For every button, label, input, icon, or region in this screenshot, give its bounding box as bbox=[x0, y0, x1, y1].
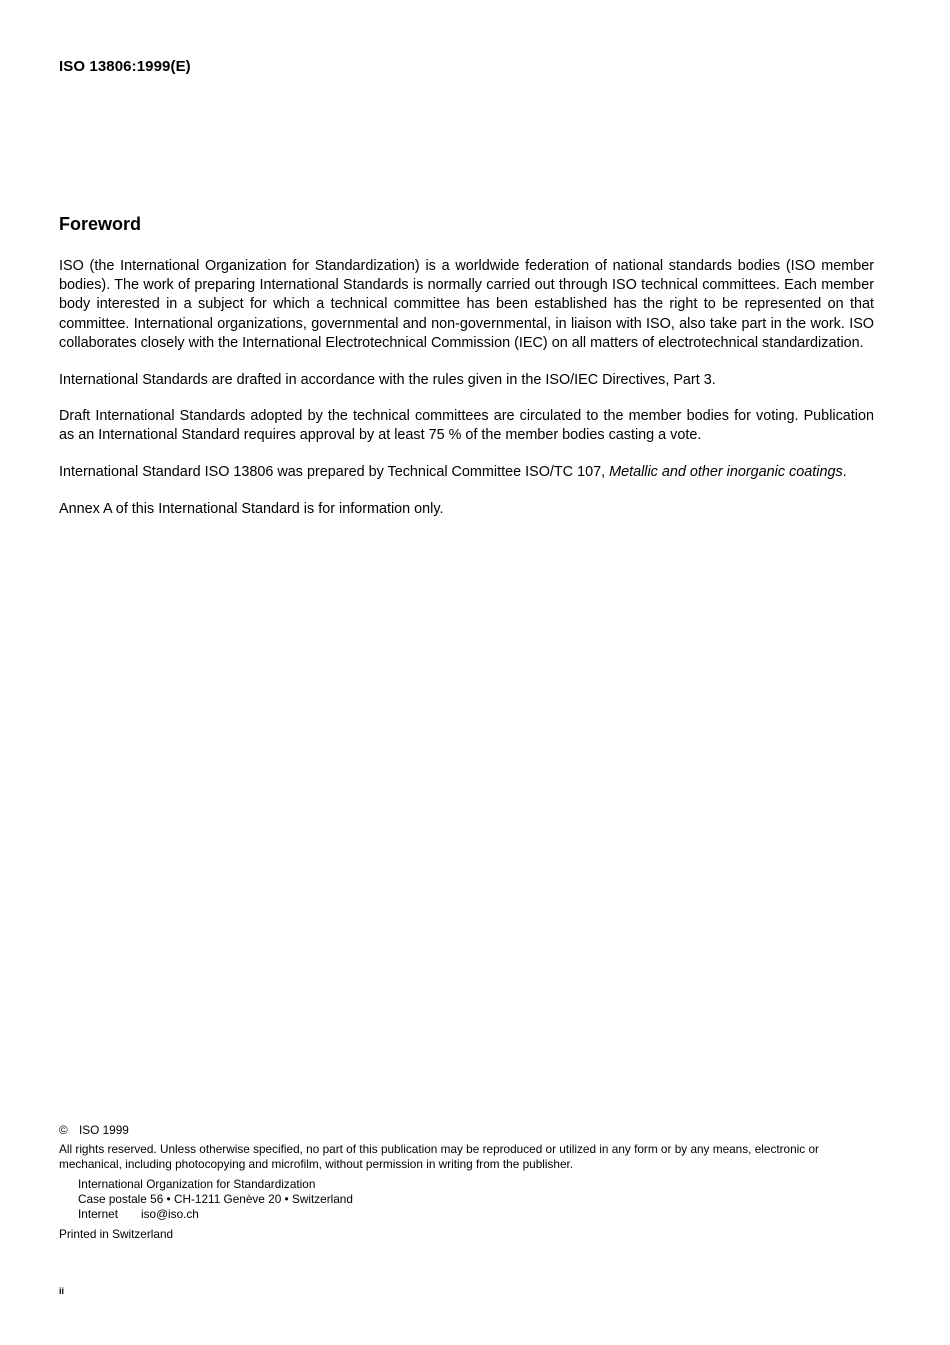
rights-notice: All rights reserved. Unless otherwise specified, no part of this publication may be reproduced or utilized in any form or by any means, electronic or mechanical, including photocopying and microfilm, without permission in writing from the publisher. bbox=[59, 1142, 819, 1171]
internet-label: Internet bbox=[78, 1207, 119, 1221]
foreword-paragraph-3: Draft International Standards adopted by the technical committees are circulated to the member bodies for voting. Publication as an International Standard requires approval by at least 75 % of the member bodies casting a vote. bbox=[59, 408, 874, 444]
internet-email: iso@iso.ch bbox=[141, 1207, 199, 1221]
foreword-paragraph-4 bbox=[59, 463, 874, 482]
paragraph-4-suffix: . bbox=[842, 464, 847, 481]
foreword-heading: Foreword bbox=[59, 214, 142, 234]
printed-in: Printed in Switzerland bbox=[59, 1227, 174, 1241]
copyright-icon: © bbox=[59, 1123, 68, 1137]
org-internet bbox=[78, 1207, 879, 1222]
foreword-body bbox=[59, 257, 874, 537]
foreword-paragraph-2: International Standards are drafted in accordance with the rules given in the ISO/IEC Directives, Part 3. bbox=[59, 371, 716, 388]
committee-title: Metallic and other inorganic coatings bbox=[609, 464, 843, 481]
document-id: ISO 13806:1999(E) bbox=[59, 58, 191, 75]
org-postal-address: Case postale 56 • CH-1211 Genève 20 • Switzerland bbox=[78, 1192, 353, 1206]
page-number: ii bbox=[59, 1286, 65, 1296]
copyright-footer bbox=[59, 1123, 879, 1242]
copyright-line bbox=[59, 1123, 879, 1138]
org-name: International Organization for Standardization bbox=[78, 1177, 316, 1191]
copyright-text: ISO 1999 bbox=[79, 1123, 129, 1137]
foreword-paragraph-5: Annex A of this International Standard is for information only. bbox=[59, 500, 444, 517]
org-address-block bbox=[59, 1177, 879, 1222]
foreword-paragraph-1: ISO (the International Organization for Standardization) is a worldwide federation of national standards bodies (ISO member bodies). The work of preparing International Standards is normally carried out through ISO technical committees. Each member body interested in a subject for which a technical committee has been established has the right to be represented on that committee. International organizations, governmental and non-governmental, in liaison with ISO, also take part in the work. ISO collaborates closely with the International Electrotechnical Commission (IEC) on all matters of electrotechnical standardization. bbox=[59, 258, 874, 351]
paragraph-4-prefix: International Standard ISO 13806 was prepared by Technical Committee ISO/TC 107, bbox=[59, 464, 610, 481]
